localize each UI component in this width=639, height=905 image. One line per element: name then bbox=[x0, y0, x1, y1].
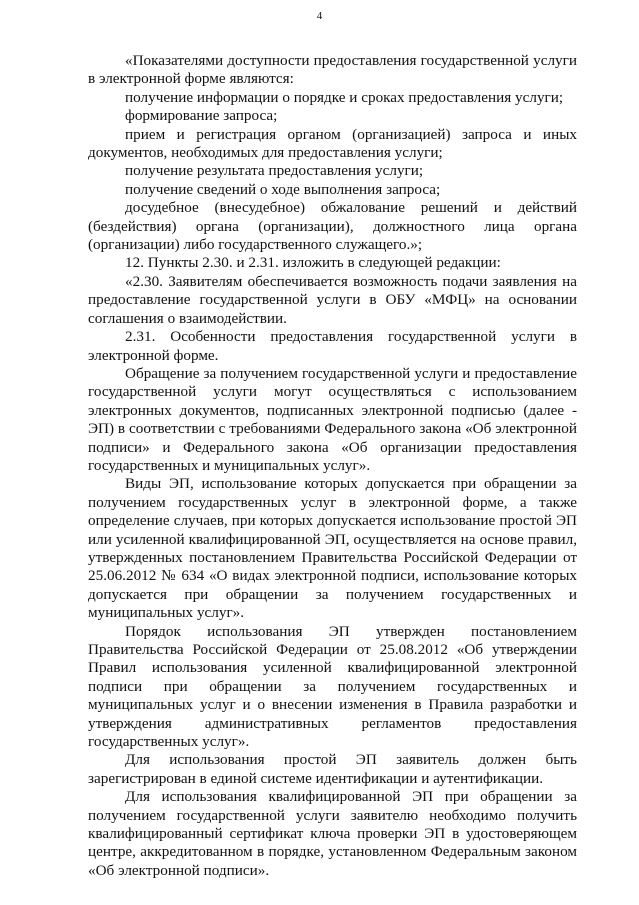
paragraph: 12. Пункты 2.30. и 2.31. изложить в следующей редакции: bbox=[125, 254, 501, 272]
document-body bbox=[88, 52, 577, 880]
list-item: досудебное (внесудебное) обжалование решений и действий (бездействия) органа (организации), должностного лица органа (организации) либо государственного служащего.»; bbox=[88, 199, 577, 254]
paragraph: Для использования квалифицированной ЭП при обращении за получением государственной услуги заявителю необходимо получить квалифицированный сертификат ключа проверки ЭП в удостоверяющем центре, аккредитованном в порядке, установленном Федеральным законом «Об электронной подписи». bbox=[88, 788, 577, 879]
paragraph: Виды ЭП, использование которых допускается при обращении за получением государственных услуг в электронной форме, а также определение случаев, при которых допускается использование простой ЭП или усиленной квалифицированной ЭП, осуществляется на основе правил, утвержденных постановлением Правительства Российской Федерации от 25.06.2012 № 634 «О видах электронной подписи, использование которых допускается при обращении за получением государственных и муниципальных услуг». bbox=[88, 475, 577, 622]
paragraph: «2.30. Заявителям обеспечивается возможность подачи заявления на предоставление государственной услуги в ОБУ «МФЦ» на основании соглашения о взаимодействии. bbox=[88, 272, 577, 327]
paragraph: «Показателями доступности предоставления государственной услуги в электронной форме являются: bbox=[88, 52, 577, 88]
page-number: 4 bbox=[316, 10, 323, 22]
list-item: прием и регистрация органом (организацией) запроса и иных документов, необходимых для предоставления услуги; bbox=[88, 125, 577, 162]
list-item: получение информации о порядке и сроках предоставления услуги; bbox=[125, 88, 564, 106]
paragraph: Для использования простой ЭП заявитель должен быть зарегистрирован в единой системе идентификации и аутентификации. bbox=[88, 751, 577, 787]
list-item: получение сведений о ходе выполнения запроса; bbox=[125, 180, 441, 198]
list-item: получение результата предоставления услуги; bbox=[125, 162, 424, 180]
paragraph: Порядок использования ЭП утвержден постановлением Правительства Российской Федерации от 25.08.2012 «Об утверждении Правил использования усиленной квалифицированной электронной подписи при обращении за получением государственных и муниципальных услуг и о внесении изменения в Правила разработки и утверждения административных регламентов предоставления государственных услуг». bbox=[88, 622, 577, 751]
paragraph: 2.31. Особенности предоставления государственной услуги в электронной форме. bbox=[88, 328, 577, 364]
list-item: формирование запроса; bbox=[125, 107, 278, 125]
paragraph: Обращение за получением государственной услуги и предоставление государственной услуги могут осуществляться с использованием электронных документов, подписанных электронной подписью (далее - ЭП) в соответствии с требованиями Федерального закона «Об электронной подписи» и Федерального закона «Об организации предоставления государственных и муниципальных услуг». bbox=[88, 364, 577, 474]
